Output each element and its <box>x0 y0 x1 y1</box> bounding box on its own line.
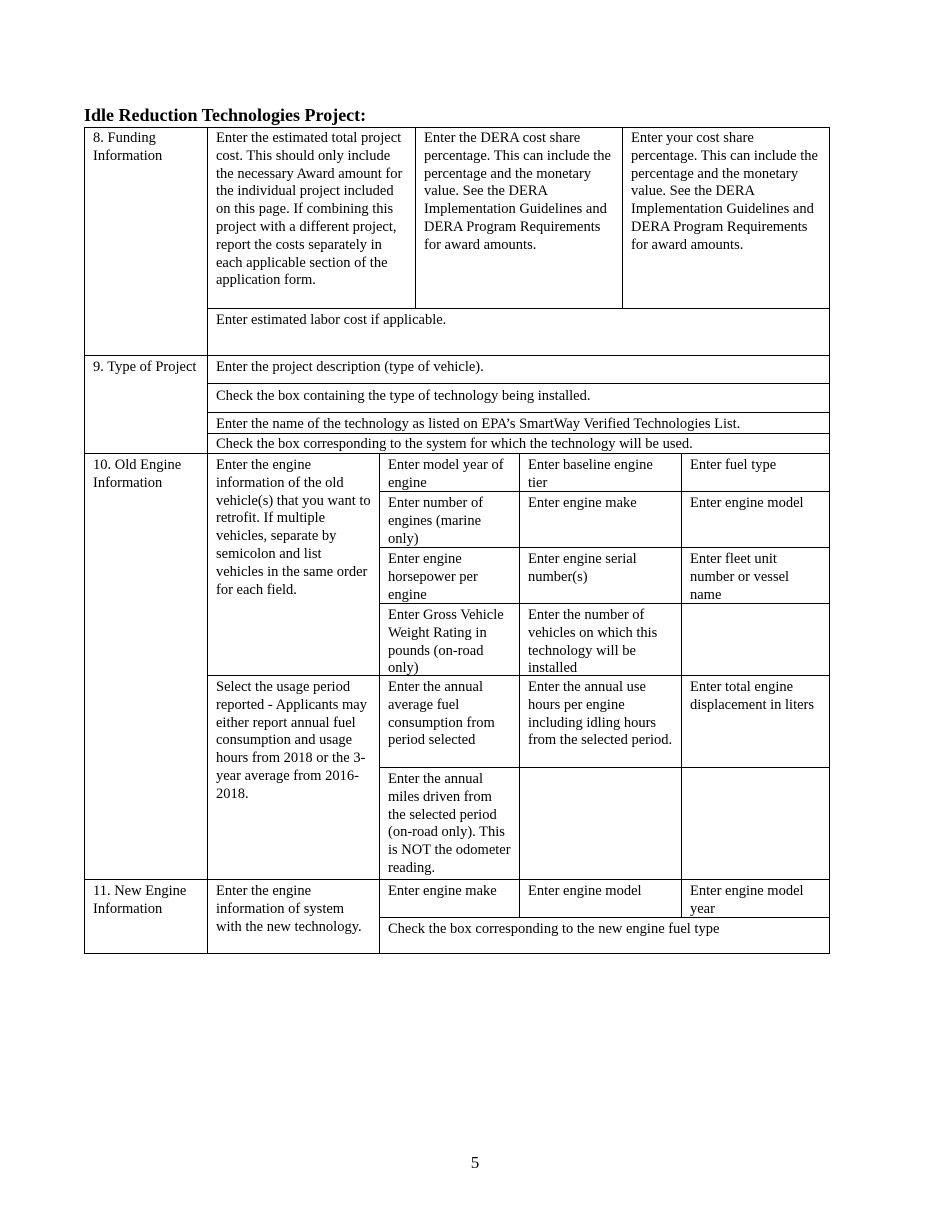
technology-type-checkbox-group[interactable]: Check the box containing the type of technology being installed. <box>216 388 591 404</box>
fuel-consumption-field[interactable]: Enter the annual average fuel consumption from period selected <box>388 679 495 749</box>
old-engine-label: 10. Old Engine Information <box>93 457 182 491</box>
new-engine-model-field[interactable]: Enter engine model <box>528 883 642 899</box>
new-engine-section <box>84 879 830 954</box>
old-engine-section <box>84 453 830 880</box>
type-of-project-label: 9. Type of Project <box>93 359 197 375</box>
system-checkbox-group[interactable]: Check the box corresponding to the system for which the technology will be used. <box>216 436 693 452</box>
new-engine-fuel-type-checkbox-group[interactable]: Check the box corresponding to the new engine fuel type <box>388 921 720 937</box>
new-engine-info-text: Enter the engine information of system with the new technology. <box>216 883 362 935</box>
total-cost-field[interactable]: Enter the estimated total project cost. This should only include the necessary Award amount for the individual project included on this page. If combining this project with a different project, report the costs separately in each applicable section of the application form. <box>216 130 403 289</box>
old-engine-make-field[interactable]: Enter engine make <box>528 495 637 511</box>
type-of-project-section <box>84 355 830 454</box>
horsepower-field[interactable]: Enter engine horsepower per engine <box>388 551 478 603</box>
project-description-field[interactable]: Enter the project description (type of vehicle). <box>216 359 484 375</box>
new-engine-model-year-field[interactable]: Enter engine model year <box>690 883 804 917</box>
fuel-type-field[interactable]: Enter fuel type <box>690 457 777 473</box>
gvwr-field[interactable]: Enter Gross Vehicle Weight Rating in pounds (on-road only) <box>388 607 504 677</box>
new-engine-make-field[interactable]: Enter engine make <box>388 883 497 899</box>
old-engine-info-text: Enter the engine information of the old vehicle(s) that you want to retrofit. If multiple vehicles, separate by semicolon and list vehicles in the same order for each field. <box>216 457 371 598</box>
labor-cost-field[interactable]: Enter estimated labor cost if applicable. <box>216 312 447 328</box>
old-engine-model-field[interactable]: Enter engine model <box>690 495 804 511</box>
use-hours-field[interactable]: Enter the annual use hours per engine including idling hours from the selected period. <box>528 679 673 749</box>
model-year-field[interactable]: Enter model year of engine <box>388 457 504 491</box>
technology-name-field[interactable]: Enter the name of the technology as listed on EPA’s SmartWay Verified Technologies List. <box>216 416 741 432</box>
miles-driven-field[interactable]: Enter the annual miles driven from the selected period (on-road only). This is NOT the odometer reading. <box>388 771 511 876</box>
funding-section <box>84 127 830 356</box>
displacement-field[interactable]: Enter total engine displacement in liters <box>690 679 815 713</box>
fleet-unit-field[interactable]: Enter fleet unit number or vessel name <box>690 551 790 603</box>
number-of-vehicles-field[interactable]: Enter the number of vehicles on which this technology will be installed <box>528 607 658 677</box>
funding-label: 8. Funding Information <box>93 130 163 164</box>
serial-number-field[interactable]: Enter engine serial number(s) <box>528 551 637 585</box>
page-title: Idle Reduction Technologies Project: <box>84 105 367 125</box>
number-of-engines-field[interactable]: Enter number of engines (marine only) <box>388 495 484 547</box>
baseline-tier-field[interactable]: Enter baseline engine tier <box>528 457 653 491</box>
dera-cost-share-field[interactable]: Enter the DERA cost share percentage. This can include the percentage and the monetary value. See the DERA Implementation Guidelines and DERA Program Requirements for award amounts. <box>424 130 611 253</box>
usage-period-select[interactable]: Select the usage period reported - Applicants may either report annual fuel consumption and usage hours from 2018 or the 3-year average from 2016-2018. <box>216 679 367 802</box>
new-engine-label: 11. New Engine Information <box>93 883 187 917</box>
page-number: 5 <box>470 1153 480 1172</box>
your-cost-share-field[interactable]: Enter your cost share percentage. This can include the percentage and the monetary value. See the DERA Implementation Guidelines and DERA Program Requirements for award amounts. <box>631 130 818 253</box>
